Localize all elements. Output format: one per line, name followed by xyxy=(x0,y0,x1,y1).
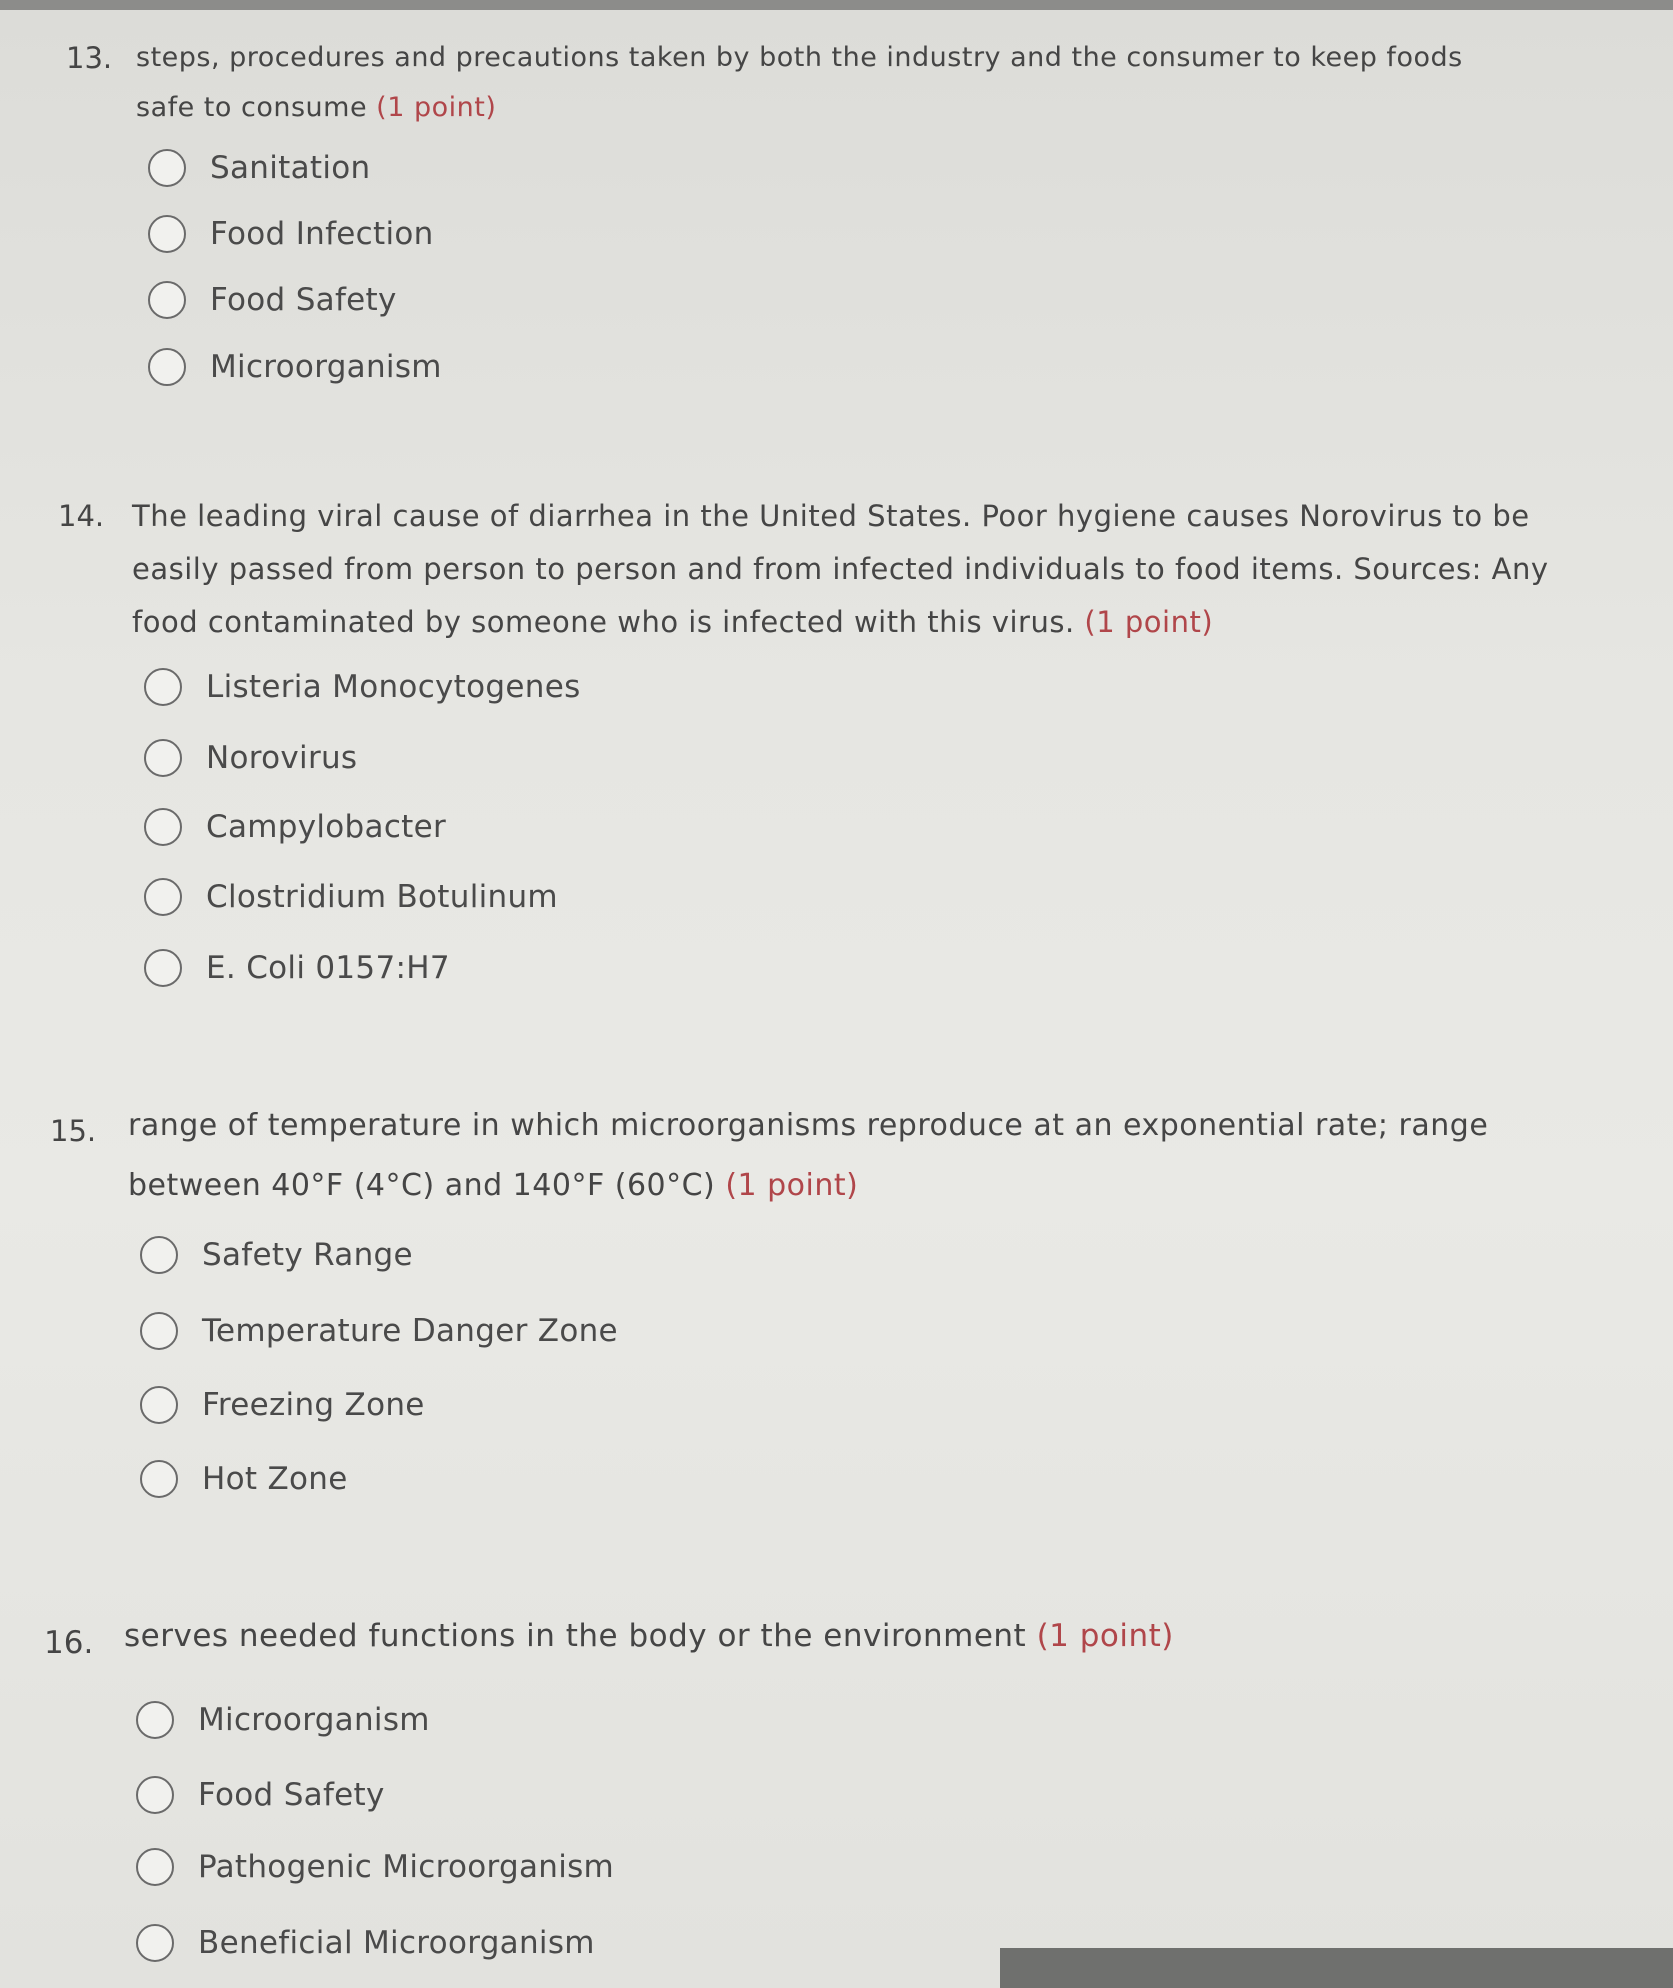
question-text: between 40°F (4°C) and 140°F (60°C) xyxy=(128,1168,716,1203)
radio-button[interactable] xyxy=(148,281,186,319)
question-number: 14. xyxy=(58,499,105,533)
question-text-line: steps, procedures and precautions taken by both the industry and the consumer to keep foods xyxy=(136,42,1463,73)
question-text-line: easily passed from person to person and from infected individuals to food items. Sources: Any xyxy=(132,552,1549,586)
answer-option[interactable] xyxy=(136,1770,385,1820)
screen-bottom-edge xyxy=(1000,1948,1673,1988)
radio-button[interactable] xyxy=(140,1386,178,1424)
question-text-line xyxy=(136,82,496,134)
answer-label: Safety Range xyxy=(202,1237,413,1273)
question-text-line xyxy=(132,596,1213,648)
question-text-line xyxy=(124,1610,1174,1662)
answer-option[interactable] xyxy=(144,943,450,993)
answer-label: Food Safety xyxy=(210,282,397,318)
radio-button[interactable] xyxy=(140,1236,178,1274)
points-label: (1 point) xyxy=(725,1168,859,1203)
radio-button[interactable] xyxy=(148,348,186,386)
radio-button[interactable] xyxy=(144,878,182,916)
radio-button[interactable] xyxy=(136,1848,174,1886)
question-number: 15. xyxy=(50,1114,97,1148)
answer-option[interactable] xyxy=(140,1306,618,1356)
answer-option[interactable] xyxy=(140,1380,425,1430)
answer-label: Hot Zone xyxy=(202,1461,348,1497)
answer-option[interactable] xyxy=(148,143,370,193)
answer-option[interactable] xyxy=(136,1918,595,1968)
radio-button[interactable] xyxy=(144,808,182,846)
radio-button[interactable] xyxy=(148,149,186,187)
answer-option[interactable] xyxy=(140,1230,413,1280)
question-number: 13. xyxy=(66,41,113,75)
question-text-line: range of temperature in which microorganisms reproduce at an exponential rate; range xyxy=(128,1108,1489,1143)
radio-button[interactable] xyxy=(136,1924,174,1962)
answer-option[interactable] xyxy=(136,1842,614,1892)
radio-button[interactable] xyxy=(144,668,182,706)
answer-label: Microorganism xyxy=(198,1702,430,1738)
question-number: 16. xyxy=(44,1625,94,1661)
points-label: (1 point) xyxy=(1036,1618,1174,1654)
radio-button[interactable] xyxy=(148,215,186,253)
answer-label: Sanitation xyxy=(210,150,371,186)
answer-label: Pathogenic Microorganism xyxy=(198,1849,615,1885)
answer-label: Food Infection xyxy=(210,216,434,252)
radio-button[interactable] xyxy=(140,1312,178,1350)
answer-option[interactable] xyxy=(148,342,442,392)
answer-label: Clostridium Botulinum xyxy=(206,879,558,915)
answer-option[interactable] xyxy=(148,209,434,259)
answer-label: Microorganism xyxy=(210,349,442,385)
answer-label: Food Safety xyxy=(198,1777,385,1813)
answer-option[interactable] xyxy=(144,733,357,783)
question-text-line: The leading viral cause of diarrhea in the United States. Poor hygiene causes Norovirus to be xyxy=(132,499,1530,533)
question-text: food contaminated by someone who is infected with this virus. xyxy=(132,605,1075,639)
radio-button[interactable] xyxy=(144,739,182,777)
answer-option[interactable] xyxy=(148,275,397,325)
question-text-line xyxy=(128,1160,858,1212)
radio-button[interactable] xyxy=(136,1701,174,1739)
answer-label: Norovirus xyxy=(206,740,358,776)
question-text: safe to consume xyxy=(136,92,368,123)
points-label: (1 point) xyxy=(1084,605,1214,639)
answer-label: Listeria Monocytogenes xyxy=(206,669,581,705)
answer-option[interactable] xyxy=(140,1454,348,1504)
answer-label: Temperature Danger Zone xyxy=(202,1313,618,1349)
radio-button[interactable] xyxy=(144,949,182,987)
radio-button[interactable] xyxy=(140,1460,178,1498)
answer-option[interactable] xyxy=(136,1695,430,1745)
question-text: serves needed functions in the body or the environment xyxy=(124,1618,1027,1654)
answer-option[interactable] xyxy=(144,662,581,712)
answer-label: Freezing Zone xyxy=(202,1387,425,1423)
answer-label: Campylobacter xyxy=(206,809,447,845)
points-label: (1 point) xyxy=(376,92,497,123)
answer-option[interactable] xyxy=(144,872,558,922)
answer-label: E. Coli 0157:H7 xyxy=(206,950,450,986)
radio-button[interactable] xyxy=(136,1776,174,1814)
answer-option[interactable] xyxy=(144,802,446,852)
answer-label: Beneficial Microorganism xyxy=(198,1925,595,1961)
